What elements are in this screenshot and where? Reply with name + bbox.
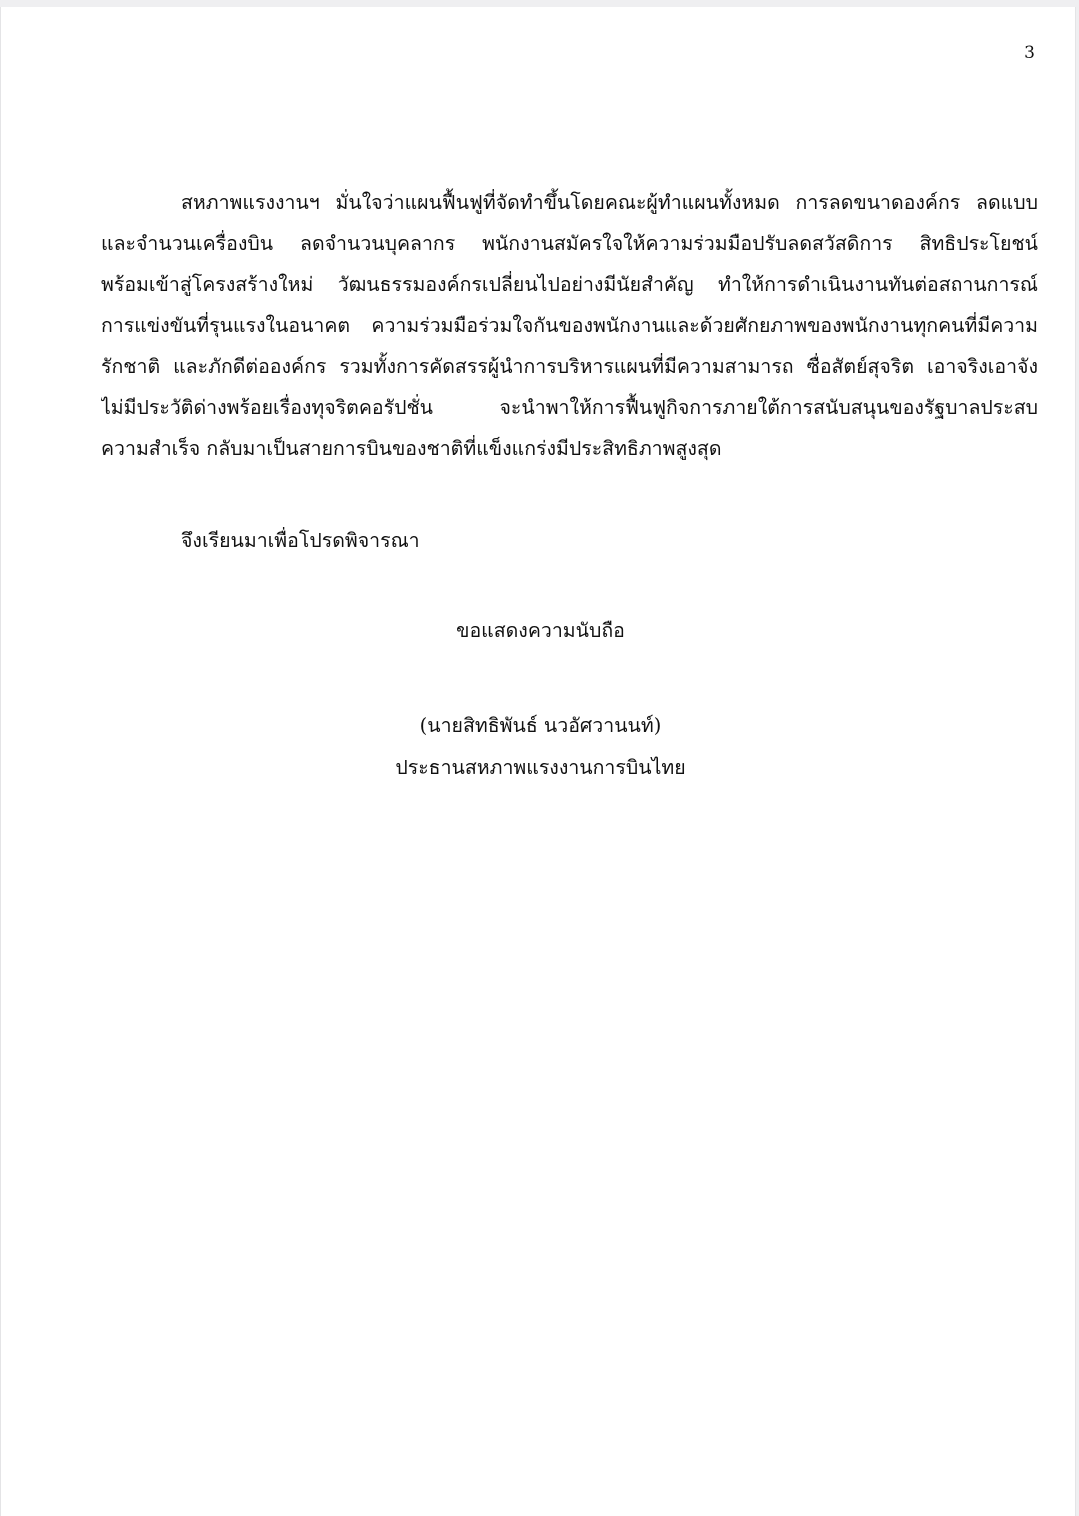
body-line: ความสำเร็จ กลับมาเป็นสายการบินของชาติที่แข็งแกร่งมีประสิทธิภาพสูงสุด [101, 437, 722, 460]
body-line: ไม่มีประวัติด่างพร้อยเรื่องทุจริตคอรัปชั่น จะนำพาให้การฟื้นฟูกิจการภายใต้การสนับสนุนของรัฐบาลประสบ [101, 396, 1038, 419]
body-line: รักชาติ และภักดีต่อองค์กร รวมทั้งการคัดสรรผู้นำการบริหารแผนที่มีความสามารถ ซื่อสัตย์สุจริต เอาจริงเอาจัง [101, 355, 1038, 378]
signer-name: (นายสิทธิพันธ์ นวอัศวานนท์) [419, 714, 662, 737]
closing-request: จึงเรียนมาเพื่อโปรดพิจารณา [181, 529, 420, 552]
signer-title: ประธานสหภาพแรงงานการบินไทย [395, 756, 686, 779]
body-paragraph [101, 185, 1038, 472]
body-line: การแข่งขันที่รุนแรงในอนาคต ความร่วมมือร่วมใจกันของพนักงานและด้วยศักยภาพของพนักงานทุกคนที่มีความ [101, 314, 1038, 337]
body-line: สหภาพแรงงานฯ มั่นใจว่าแผนฟื้นฟูที่จัดทำขึ้นโดยคณะผู้ทำแผนทั้งหมด การลดขนาดองค์กร ลดแบบ [181, 191, 1038, 214]
body-line: และจำนวนเครื่องบิน ลดจำนวนบุคลากร พนักงานสมัครใจให้ความร่วมมือปรับลดสวัสดิการ สิทธิประโยชน์ [101, 232, 1038, 255]
page-number: 3 [1024, 43, 1035, 63]
document-page [0, 7, 1076, 1516]
body-line: พร้อมเข้าสู่โครงสร้างใหม่ วัฒนธรรมองค์กรเปลี่ยนไปอย่างมีนัยสำคัญ ทำให้การดำเนินงานทันต่อสถานการณ์ [101, 273, 1038, 296]
salutation: ขอแสดงความนับถือ [456, 619, 625, 642]
